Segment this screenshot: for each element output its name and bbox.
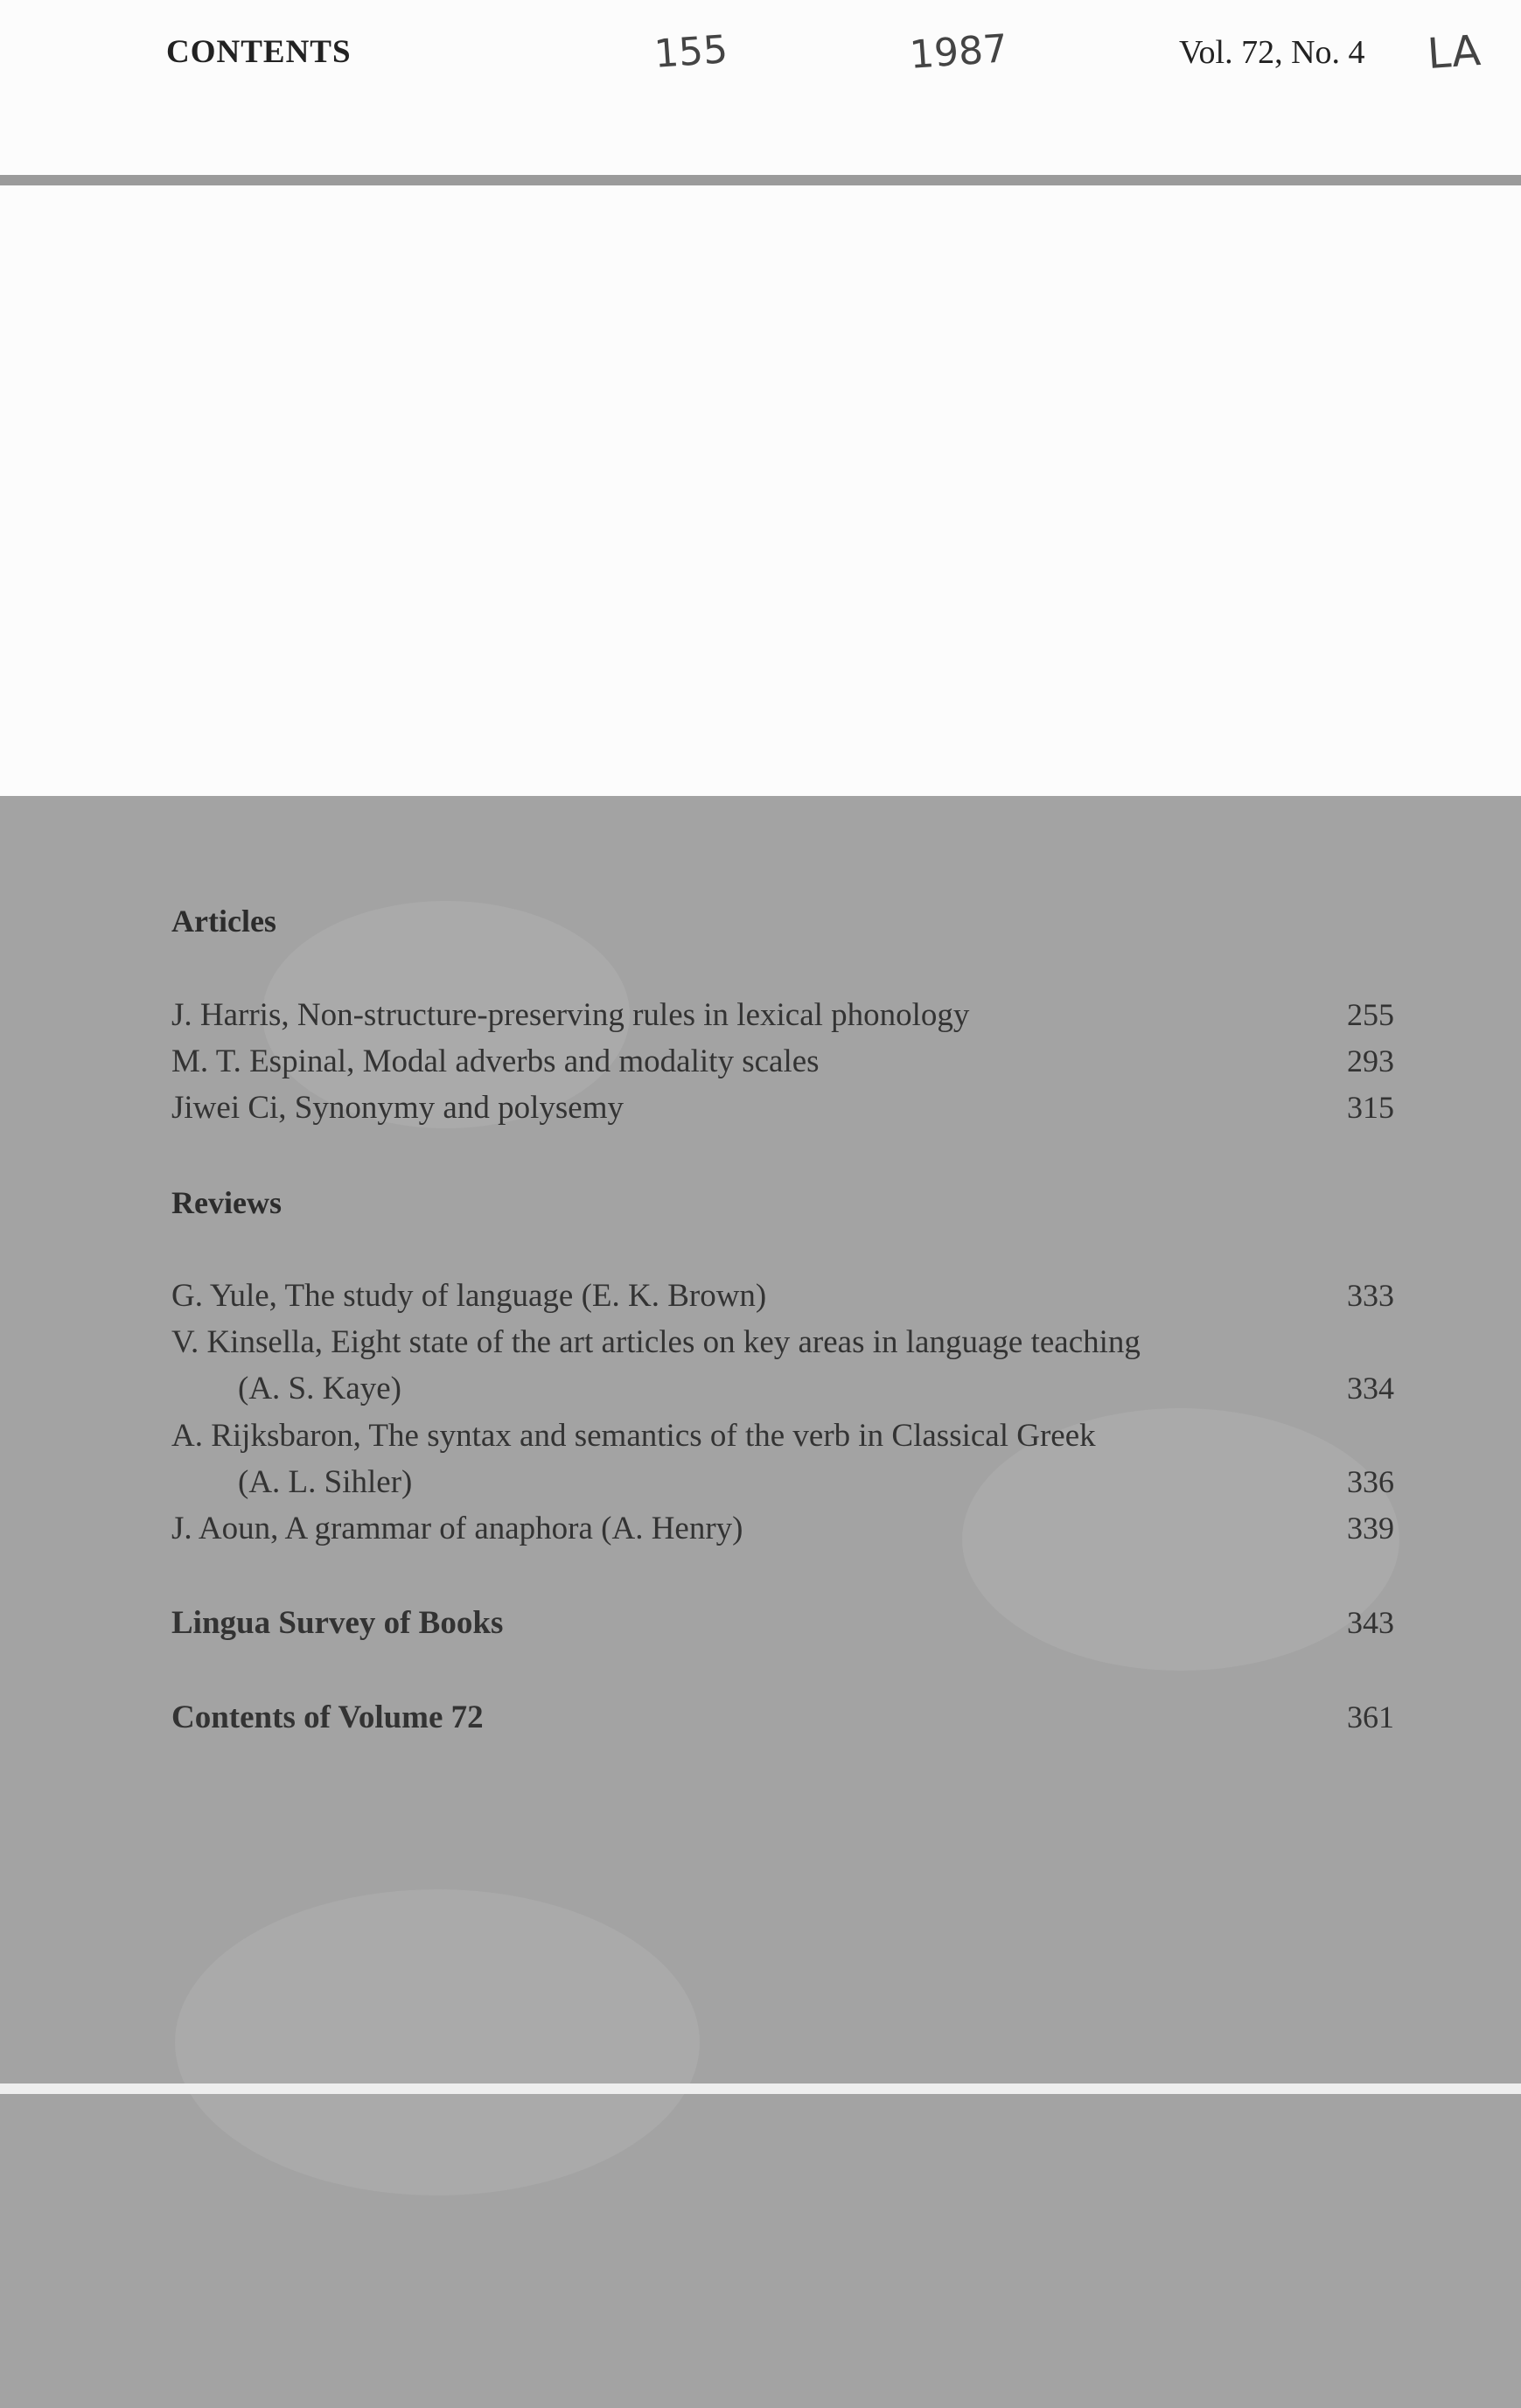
paper-stain [175, 1889, 700, 2195]
page-number: 336 [1347, 1464, 1394, 1499]
page-number: 333 [1347, 1278, 1394, 1313]
reviewer-name: (A. S. Kaye) [238, 1371, 402, 1406]
page-number: 361 [1347, 1700, 1394, 1734]
volume-contents-entry: Contents of Volume 72 [171, 1700, 484, 1735]
handwritten-note: LA [1426, 25, 1483, 80]
review-entry: G. Yule, The study of language (E. K. Brown) [171, 1278, 767, 1314]
cover-top-band [0, 0, 1521, 796]
article-entry: M. T. Espinal, Modal adverbs and modality scales [171, 1043, 820, 1079]
review-entry: A. Rijksbaron, The syntax and semantics of the verb in Classical Greek [171, 1418, 1096, 1454]
running-head-title: CONTENTS [166, 34, 352, 70]
article-entry: J. Harris, Non-structure-preserving rules in lexical phonology [171, 997, 970, 1033]
page-number: 255 [1347, 997, 1394, 1032]
page-number: 293 [1347, 1043, 1394, 1078]
bottom-rule [0, 2083, 1521, 2094]
article-entry: Jiwei Ci, Synonymy and polysemy [171, 1090, 624, 1126]
handwritten-note: 1987 [908, 26, 1009, 78]
top-rule [0, 175, 1521, 185]
reviewer-name: (A. L. Sihler) [238, 1464, 413, 1500]
page-number: 343 [1347, 1605, 1394, 1640]
running-head-issue: Vol. 72, No. 4 [1179, 34, 1365, 71]
page-number: 339 [1347, 1511, 1394, 1546]
review-entry: V. Kinsella, Eight state of the art articles on key areas in language teaching [171, 1324, 1141, 1360]
section-heading-reviews: Reviews [171, 1185, 282, 1220]
review-entry-continuation [171, 1370, 1396, 1407]
handwritten-note: 155 [652, 27, 729, 77]
section-heading-articles: Articles [171, 904, 276, 939]
survey-of-books-entry: Lingua Survey of Books [171, 1605, 504, 1641]
page-number: 315 [1347, 1090, 1394, 1125]
review-entry-continuation [171, 1463, 1396, 1501]
review-entry: J. Aoun, A grammar of anaphora (A. Henry) [171, 1511, 743, 1546]
page-number: 334 [1347, 1371, 1394, 1406]
contents-panel [0, 796, 1521, 2408]
